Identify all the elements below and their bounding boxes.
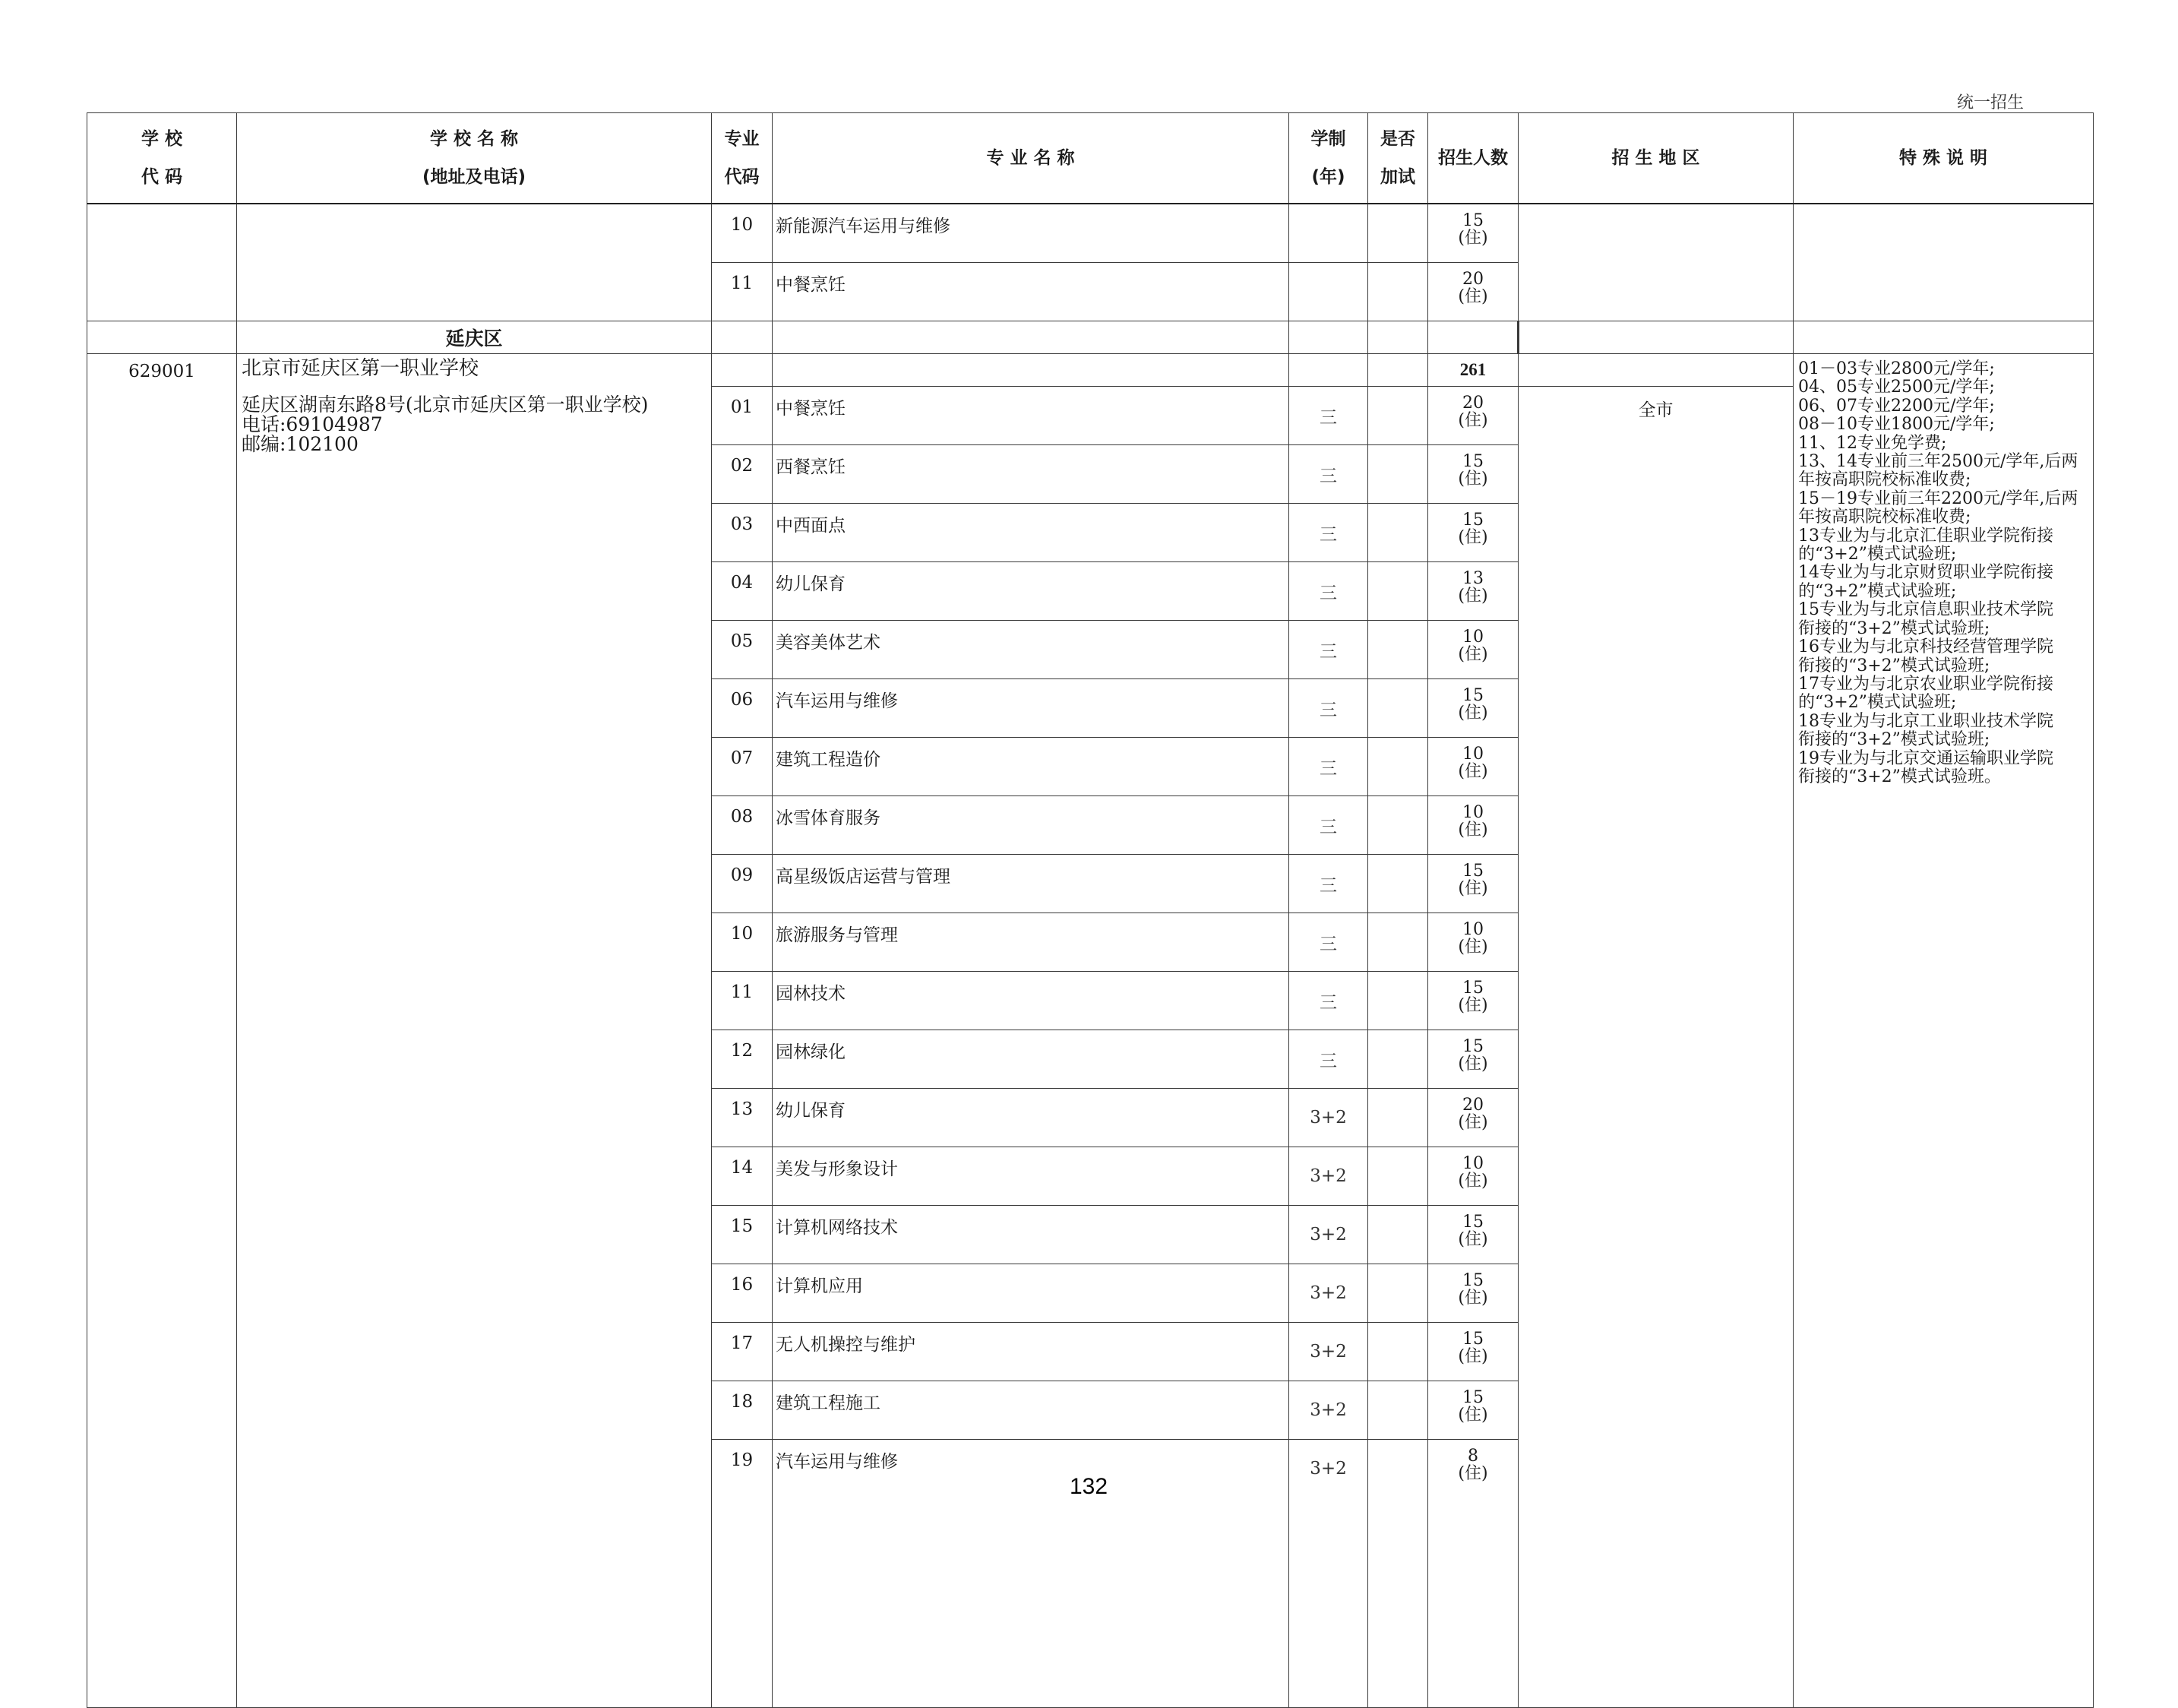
major-name <box>773 354 1289 387</box>
major-code: 15 <box>712 1206 773 1264</box>
quota-cell: 10 (住) <box>1428 1147 1519 1206</box>
quota-cell: 15 (住) <box>1428 855 1519 913</box>
exam-cell <box>1368 387 1428 445</box>
exam-cell <box>1368 1381 1428 1440</box>
years-cell: 3+2 <box>1289 1323 1368 1381</box>
header-extra-exam: 是否 加试 <box>1368 113 1428 204</box>
major-name: 中餐烹饪 <box>773 263 1289 321</box>
quota-cell: 20 (住) <box>1428 387 1519 445</box>
major-code: 11 <box>712 263 773 321</box>
note-line: 衔接的“3+2”模式试验班; <box>1798 730 1990 750</box>
note-line: 14专业为与北京财贸职业学院衔接 <box>1798 563 2053 583</box>
note-line: 的“3+2”模式试验班; <box>1798 545 1957 565</box>
major-name: 旅游服务与管理 <box>773 913 1289 972</box>
years-cell: 三 <box>1289 445 1368 504</box>
district-name: 延庆区 <box>237 321 712 354</box>
school-address: 延庆区湖南东路8号(北京市延庆区第一职业学校) <box>242 394 649 416</box>
district-blank-cell <box>87 321 237 354</box>
quota-cell: 10 (住) <box>1428 621 1519 679</box>
school-row <box>87 354 2094 387</box>
header-major-name: 专 业 名 称 <box>773 113 1289 204</box>
exam-cell <box>1368 913 1428 972</box>
exam-cell <box>1368 1089 1428 1147</box>
major-code <box>712 354 773 387</box>
major-name: 无人机操控与维护 <box>773 1323 1289 1381</box>
major-code: 16 <box>712 1264 773 1323</box>
major-code: 06 <box>712 679 773 738</box>
note-line: 11、12专业免学费; <box>1798 433 1947 453</box>
years-cell: 三 <box>1289 972 1368 1030</box>
major-name: 幼儿保育 <box>773 562 1289 621</box>
exam-cell <box>1368 679 1428 738</box>
school-phone: 电话:69104987 <box>242 413 383 435</box>
quota-cell: 15 (住) <box>1428 1323 1519 1381</box>
district-blank-cell <box>1289 321 1368 354</box>
major-name <box>773 1498 1289 1708</box>
major-code <box>712 1498 773 1708</box>
quota-cell: 15 (住) <box>1428 204 1519 263</box>
major-name: 中西面点 <box>773 504 1289 562</box>
region-cell <box>1519 354 1794 387</box>
quota-cell: 8 (住) <box>1428 1440 1519 1498</box>
major-code: 10 <box>712 913 773 972</box>
note-line: 17专业为与北京农业职业学院衔接 <box>1798 674 2053 694</box>
note-line: 衔接的“3+2”模式试验班。 <box>1798 767 2001 786</box>
years-cell: 3+2 <box>1289 1089 1368 1147</box>
major-code: 01 <box>712 387 773 445</box>
quota-cell: 15 (住) <box>1428 1206 1519 1264</box>
note-line: 08－10专业1800元/学年; <box>1798 415 1995 435</box>
header-school-code: 学 校 代 码 <box>87 113 237 204</box>
quota-cell: 10 (住) <box>1428 796 1519 855</box>
district-blank-cell <box>1519 321 1794 354</box>
major-name: 园林绿化 <box>773 1030 1289 1089</box>
major-code: 14 <box>712 1147 773 1206</box>
total-quota: 261 <box>1428 354 1519 387</box>
major-name: 中餐烹饪 <box>773 387 1289 445</box>
header-school-name: 学 校 名 称 (地址及电话) <box>237 113 712 204</box>
exam-cell <box>1368 1147 1428 1206</box>
note-line: 衔接的“3+2”模式试验班; <box>1798 618 1990 638</box>
major-name: 高星级饭店运营与管理 <box>773 855 1289 913</box>
document-type-label: 统一招生 <box>1956 93 2024 112</box>
major-name: 幼儿保育 <box>773 1089 1289 1147</box>
major-code: 03 <box>712 504 773 562</box>
school-code-cell <box>87 204 237 321</box>
exam-cell <box>1368 562 1428 621</box>
exam-cell <box>1368 972 1428 1030</box>
header-major-code: 专业 代码 <box>712 113 773 204</box>
major-code: 11 <box>712 972 773 1030</box>
years-cell: 三 <box>1289 913 1368 972</box>
years-cell: 3+2 <box>1289 1264 1368 1323</box>
special-notes <box>1794 354 2094 1708</box>
district-blank-cell <box>712 321 773 354</box>
years-cell <box>1289 354 1368 387</box>
years-cell: 三 <box>1289 855 1368 913</box>
quota-cell: 20 (住) <box>1428 1089 1519 1147</box>
years-cell <box>1289 1498 1368 1708</box>
school-postcode: 邮编:102100 <box>242 433 359 455</box>
school-info <box>237 354 712 1708</box>
major-name: 美发与形象设计 <box>773 1147 1289 1206</box>
years-cell: 3+2 <box>1289 1381 1368 1440</box>
years-cell: 3+2 <box>1289 1440 1368 1498</box>
note-line: 13专业为与北京汇佳职业学院衔接 <box>1798 526 2053 546</box>
major-code: 19 <box>712 1440 773 1498</box>
note-line: 的“3+2”模式试验班; <box>1798 581 1957 601</box>
enrollment-table <box>87 112 2094 1708</box>
major-code: 09 <box>712 855 773 913</box>
district-blank-cell <box>773 321 1289 354</box>
exam-cell <box>1368 445 1428 504</box>
exam-cell <box>1368 1323 1428 1381</box>
note-line: 的“3+2”模式试验班; <box>1798 693 1957 713</box>
major-name: 冰雪体育服务 <box>773 796 1289 855</box>
note-line: 15专业为与北京信息职业技术学院 <box>1798 600 2053 620</box>
years-cell: 三 <box>1289 562 1368 621</box>
quota-cell: 15 (住) <box>1428 972 1519 1030</box>
quota-cell: 15 (住) <box>1428 504 1519 562</box>
table-header-row <box>87 113 2094 204</box>
district-blank-cell <box>1428 321 1519 354</box>
major-code: 05 <box>712 621 773 679</box>
note-line: 18专业为与北京工业职业技术学院 <box>1798 711 2053 731</box>
major-name: 计算机网络技术 <box>773 1206 1289 1264</box>
years-cell: 三 <box>1289 796 1368 855</box>
district-blank-cell <box>1368 321 1428 354</box>
exam-cell <box>1368 263 1428 321</box>
major-code: 18 <box>712 1381 773 1440</box>
major-code: 12 <box>712 1030 773 1089</box>
district-blank-cell <box>1794 321 2094 354</box>
major-name: 新能源汽车运用与维修 <box>773 204 1289 263</box>
exam-cell <box>1368 1206 1428 1264</box>
years-cell: 三 <box>1289 387 1368 445</box>
major-name: 计算机应用 <box>773 1264 1289 1323</box>
major-code: 04 <box>712 562 773 621</box>
table-row <box>87 204 2094 263</box>
major-name: 汽车运用与维修 <box>773 1440 1289 1498</box>
years-cell: 3+2 <box>1289 1147 1368 1206</box>
school-name: 北京市延庆区第一职业学校 <box>242 357 479 380</box>
exam-cell <box>1368 796 1428 855</box>
header-notes: 特 殊 说 明 <box>1794 113 2094 204</box>
quota-cell: 15 (住) <box>1428 679 1519 738</box>
note-line: 年按高职院校标准收费; <box>1798 470 1971 490</box>
major-code: 13 <box>712 1089 773 1147</box>
header-quota: 招生人数 <box>1428 113 1519 204</box>
exam-cell <box>1368 1264 1428 1323</box>
quota-cell: 13 (住) <box>1428 562 1519 621</box>
quota-cell: 15 (住) <box>1428 1030 1519 1089</box>
note-line: 衔接的“3+2”模式试验班; <box>1798 656 1990 675</box>
major-name: 美容美体艺术 <box>773 621 1289 679</box>
exam-cell <box>1368 1498 1428 1708</box>
quota-cell: 15 (住) <box>1428 1264 1519 1323</box>
note-line: 年按高职院校标准收费; <box>1798 508 1971 527</box>
years-cell <box>1289 204 1368 263</box>
exam-cell <box>1368 204 1428 263</box>
major-name: 园林技术 <box>773 972 1289 1030</box>
note-line: 19专业为与北京交通运输职业学院 <box>1798 748 2053 768</box>
exam-cell <box>1368 1440 1428 1498</box>
major-code: 08 <box>712 796 773 855</box>
major-code: 10 <box>712 204 773 263</box>
major-name: 建筑工程施工 <box>773 1381 1289 1440</box>
major-code: 17 <box>712 1323 773 1381</box>
school-code: 629001 <box>87 354 237 1708</box>
page-number: 132 <box>1069 1474 1108 1499</box>
major-name: 汽车运用与维修 <box>773 679 1289 738</box>
exam-cell <box>1368 1030 1428 1089</box>
years-cell: 三 <box>1289 1030 1368 1089</box>
years-cell: 三 <box>1289 504 1368 562</box>
school-name-cell <box>237 204 712 321</box>
note-line: 15－19专业前三年2200元/学年,后两 <box>1798 489 2078 508</box>
quota-cell: 10 (住) <box>1428 738 1519 796</box>
years-cell: 三 <box>1289 679 1368 738</box>
quota-cell <box>1428 1498 1519 1708</box>
major-code: 07 <box>712 738 773 796</box>
major-name: 建筑工程造价 <box>773 738 1289 796</box>
quota-cell: 10 (住) <box>1428 913 1519 972</box>
note-line: 13、14专业前三年2500元/学年,后两 <box>1798 452 2078 472</box>
header-years: 学制 (年) <box>1289 113 1368 204</box>
exam-cell <box>1368 504 1428 562</box>
major-name: 西餐烹饪 <box>773 445 1289 504</box>
note-line: 06、07专业2200元/学年; <box>1798 396 1995 416</box>
years-cell: 三 <box>1289 621 1368 679</box>
notes-cell <box>1794 204 2094 321</box>
major-code: 02 <box>712 445 773 504</box>
district-row <box>87 321 2094 354</box>
region-cell: 全市 <box>1519 387 1794 1708</box>
region-cell <box>1519 204 1794 321</box>
quota-cell: 20 (住) <box>1428 263 1519 321</box>
years-cell: 3+2 <box>1289 1206 1368 1264</box>
quota-cell: 15 (住) <box>1428 445 1519 504</box>
years-cell <box>1289 263 1368 321</box>
note-line: 04、05专业2500元/学年; <box>1798 378 1995 397</box>
header-region: 招 生 地 区 <box>1519 113 1794 204</box>
exam-cell <box>1368 855 1428 913</box>
exam-cell <box>1368 738 1428 796</box>
years-cell: 三 <box>1289 738 1368 796</box>
quota-cell: 15 (住) <box>1428 1381 1519 1440</box>
exam-cell <box>1368 621 1428 679</box>
note-line: 01－03专业2800元/学年; <box>1798 359 1995 378</box>
exam-cell <box>1368 354 1428 387</box>
note-line: 16专业为与北京科技经营管理学院 <box>1798 637 2053 657</box>
